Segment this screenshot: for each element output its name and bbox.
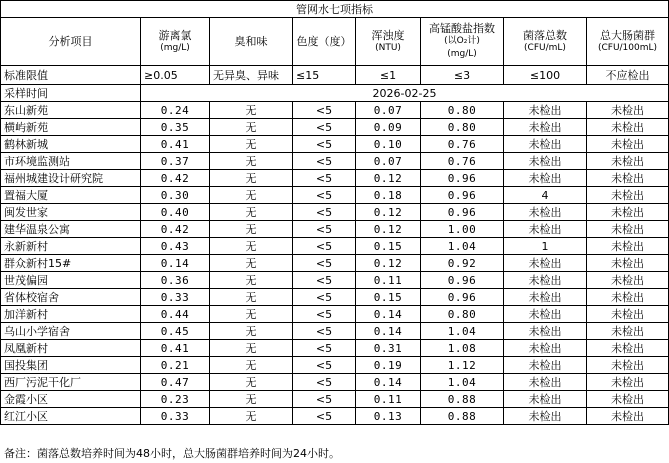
odor-cell: 无 [210, 357, 293, 374]
odor-cell: 无 [210, 136, 293, 153]
turbidity-cell: 0.07 [356, 153, 421, 170]
site-cell: 群众新村15# [1, 255, 141, 272]
turbidity-cell: 0.14 [356, 323, 421, 340]
cod-cell: 0.96 [421, 187, 504, 204]
sampling-row [1, 85, 669, 102]
chlorine-cell: 0.36 [141, 272, 210, 289]
table-row [1, 187, 669, 204]
coliform-cell: 未检出 [587, 238, 669, 255]
coliform-cell: 未检出 [587, 136, 669, 153]
sampling-label: 采样时间 [1, 85, 141, 102]
bacteria-cell: 未检出 [504, 357, 587, 374]
bacteria-cell: 未检出 [504, 136, 587, 153]
header-coliform-unit: (CFU/100mL) [597, 42, 658, 53]
header-color: 色度（度） [293, 18, 356, 66]
color-cell: <5 [293, 102, 356, 119]
chlorine-cell: 0.42 [141, 170, 210, 187]
site-cell: 闽发世家 [1, 204, 141, 221]
cod-cell: 1.04 [421, 238, 504, 255]
limits-label: 标准限值 [1, 66, 141, 85]
cod-cell: 0.80 [421, 119, 504, 136]
odor-cell: 无 [210, 340, 293, 357]
site-cell: 乌山小学宿舍 [1, 323, 141, 340]
table-row [1, 102, 669, 119]
bacteria-cell: 未检出 [504, 340, 587, 357]
turbidity-cell: 0.09 [356, 119, 421, 136]
color-cell: <5 [293, 391, 356, 408]
bacteria-cell: 未检出 [504, 272, 587, 289]
color-cell: <5 [293, 255, 356, 272]
bacteria-cell: 未检出 [504, 204, 587, 221]
sampling-date: 2026-02-25 [141, 85, 669, 102]
color-cell: <5 [293, 272, 356, 289]
odor-cell: 无 [210, 153, 293, 170]
color-cell: <5 [293, 153, 356, 170]
color-cell: <5 [293, 119, 356, 136]
bacteria-cell: 未检出 [504, 170, 587, 187]
cod-cell: 1.08 [421, 340, 504, 357]
chlorine-cell: 0.24 [141, 102, 210, 119]
site-cell: 永新新村 [1, 238, 141, 255]
table-row [1, 221, 669, 238]
table-row [1, 391, 669, 408]
table-row [1, 170, 669, 187]
odor-cell: 无 [210, 170, 293, 187]
odor-cell: 无 [210, 187, 293, 204]
turbidity-cell: 0.12 [356, 204, 421, 221]
color-cell: <5 [293, 289, 356, 306]
cod-cell: 0.80 [421, 102, 504, 119]
cod-cell: 1.04 [421, 374, 504, 391]
header-chlorine-name: 游离氯 [158, 28, 192, 42]
odor-cell: 无 [210, 119, 293, 136]
chlorine-cell: 0.37 [141, 153, 210, 170]
site-cell: 东山新苑 [1, 102, 141, 119]
chlorine-cell: 0.35 [141, 119, 210, 136]
turbidity-cell: 0.19 [356, 357, 421, 374]
header-cod-name: 高锰酸盐指数 [429, 22, 495, 35]
odor-cell: 无 [210, 374, 293, 391]
site-cell: 市环境监测站 [1, 153, 141, 170]
header-bacteria-name: 菌落总数 [523, 28, 567, 42]
limit-cod: ≤3 [421, 66, 504, 85]
table-row [1, 357, 669, 374]
table-row [1, 340, 669, 357]
bacteria-cell: 未检出 [504, 153, 587, 170]
table-row [1, 255, 669, 272]
limit-chlorine: ≥0.05 [141, 66, 210, 85]
header-coliform-name: 总大肠菌群 [600, 28, 655, 42]
odor-cell: 无 [210, 221, 293, 238]
coliform-cell: 未检出 [587, 357, 669, 374]
odor-cell: 无 [210, 238, 293, 255]
cod-cell: 1.12 [421, 357, 504, 374]
turbidity-cell: 0.14 [356, 374, 421, 391]
site-cell: 国投集团 [1, 357, 141, 374]
odor-cell: 无 [210, 289, 293, 306]
site-cell: 红江小区 [1, 408, 141, 425]
turbidity-cell: 0.10 [356, 136, 421, 153]
bacteria-cell: 未检出 [504, 102, 587, 119]
header-bacteria-unit: (CFU/mL) [524, 42, 566, 53]
cod-cell: 0.76 [421, 153, 504, 170]
limit-turbidity: ≤1 [356, 66, 421, 85]
bacteria-cell: 未检出 [504, 323, 587, 340]
header-odor: 臭和味 [210, 18, 293, 66]
site-cell: 建华温泉公寓 [1, 221, 141, 238]
site-cell: 鹤林新城 [1, 136, 141, 153]
bacteria-cell: 未检出 [504, 374, 587, 391]
limit-color: ≤15 [293, 66, 356, 85]
color-cell: <5 [293, 187, 356, 204]
color-cell: <5 [293, 136, 356, 153]
color-cell: <5 [293, 170, 356, 187]
color-cell: <5 [293, 408, 356, 425]
coliform-cell: 未检出 [587, 340, 669, 357]
color-cell: <5 [293, 238, 356, 255]
turbidity-cell: 0.12 [356, 255, 421, 272]
header-cod [421, 18, 504, 66]
table-row [1, 119, 669, 136]
chlorine-cell: 0.41 [141, 136, 210, 153]
odor-cell: 无 [210, 255, 293, 272]
limit-coliform: 不应检出 [587, 66, 669, 85]
site-cell: 西厂污泥干化厂 [1, 374, 141, 391]
chlorine-cell: 0.33 [141, 408, 210, 425]
table-row [1, 374, 669, 391]
chlorine-cell: 0.40 [141, 204, 210, 221]
coliform-cell: 未检出 [587, 204, 669, 221]
color-cell: <5 [293, 323, 356, 340]
title-row [1, 1, 669, 18]
table-row [1, 272, 669, 289]
chlorine-cell: 0.30 [141, 187, 210, 204]
limits-row [1, 66, 669, 85]
coliform-cell: 未检出 [587, 306, 669, 323]
chlorine-cell: 0.21 [141, 357, 210, 374]
bacteria-cell: 未检出 [504, 306, 587, 323]
turbidity-cell: 0.13 [356, 408, 421, 425]
header-item: 分析项目 [1, 18, 141, 66]
header-bacteria [504, 18, 587, 66]
header-turbidity-unit: (NTU) [375, 42, 401, 53]
limit-odor: 无异臭、异味 [210, 66, 293, 85]
table-row [1, 306, 669, 323]
turbidity-cell: 0.12 [356, 221, 421, 238]
coliform-cell: 未检出 [587, 323, 669, 340]
cod-cell: 0.88 [421, 408, 504, 425]
header-row [1, 18, 669, 66]
odor-cell: 无 [210, 306, 293, 323]
chlorine-cell: 0.45 [141, 323, 210, 340]
cod-cell: 0.96 [421, 272, 504, 289]
turbidity-cell: 0.18 [356, 187, 421, 204]
turbidity-cell: 0.14 [356, 306, 421, 323]
coliform-cell: 未检出 [587, 170, 669, 187]
chlorine-cell: 0.42 [141, 221, 210, 238]
odor-cell: 无 [210, 323, 293, 340]
color-cell: <5 [293, 357, 356, 374]
coliform-cell: 未检出 [587, 255, 669, 272]
header-turbidity-name: 浑浊度 [371, 28, 405, 42]
chlorine-cell: 0.23 [141, 391, 210, 408]
color-cell: <5 [293, 204, 356, 221]
site-cell: 横屿新苑 [1, 119, 141, 136]
turbidity-cell: 0.15 [356, 238, 421, 255]
turbidity-cell: 0.31 [356, 340, 421, 357]
site-cell: 世茂偏园 [1, 272, 141, 289]
turbidity-cell: 0.11 [356, 272, 421, 289]
color-cell: <5 [293, 340, 356, 357]
color-cell: <5 [293, 221, 356, 238]
cod-cell: 1.04 [421, 323, 504, 340]
header-cod-unit: (mg/L) [447, 49, 477, 59]
coliform-cell: 未检出 [587, 119, 669, 136]
limit-bacteria: ≤100 [504, 66, 587, 85]
turbidity-cell: 0.12 [356, 170, 421, 187]
site-cell: 金霞小区 [1, 391, 141, 408]
color-cell: <5 [293, 306, 356, 323]
header-coliform [587, 18, 669, 66]
bacteria-cell: 未检出 [504, 221, 587, 238]
site-cell: 置福大厦 [1, 187, 141, 204]
table-row [1, 408, 669, 425]
site-cell: 加洋新村 [1, 306, 141, 323]
chlorine-cell: 0.44 [141, 306, 210, 323]
cod-cell: 0.80 [421, 306, 504, 323]
header-chlorine-unit: (mg/L) [160, 42, 190, 53]
chlorine-cell: 0.47 [141, 374, 210, 391]
header-chlorine [141, 18, 210, 66]
chlorine-cell: 0.41 [141, 340, 210, 357]
coliform-cell: 未检出 [587, 408, 669, 425]
odor-cell: 无 [210, 272, 293, 289]
chlorine-cell: 0.14 [141, 255, 210, 272]
table-title: 管网水七项指标 [1, 1, 669, 18]
cod-cell: 0.96 [421, 289, 504, 306]
coliform-cell: 未检出 [587, 391, 669, 408]
table-row [1, 204, 669, 221]
bacteria-cell: 4 [504, 187, 587, 204]
cod-cell: 0.92 [421, 255, 504, 272]
cod-cell: 0.96 [421, 204, 504, 221]
site-cell: 凤凰新村 [1, 340, 141, 357]
odor-cell: 无 [210, 204, 293, 221]
coliform-cell: 未检出 [587, 272, 669, 289]
chlorine-cell: 0.43 [141, 238, 210, 255]
turbidity-cell: 0.07 [356, 102, 421, 119]
note-row [4, 445, 340, 462]
odor-cell: 无 [210, 102, 293, 119]
chlorine-cell: 0.33 [141, 289, 210, 306]
cod-cell: 0.76 [421, 136, 504, 153]
bacteria-cell: 未检出 [504, 408, 587, 425]
site-cell: 福州城建设计研究院 [1, 170, 141, 187]
note-text: 备注：菌落总数培养时间为48小时，总大肠菌群培养时间为24小时。 [4, 447, 340, 460]
site-cell: 省体校宿舍 [1, 289, 141, 306]
cod-cell: 1.00 [421, 221, 504, 238]
coliform-cell: 未检出 [587, 289, 669, 306]
table-row [1, 323, 669, 340]
header-turbidity [356, 18, 421, 66]
turbidity-cell: 0.15 [356, 289, 421, 306]
odor-cell: 无 [210, 408, 293, 425]
bacteria-cell: 未检出 [504, 391, 587, 408]
coliform-cell: 未检出 [587, 153, 669, 170]
turbidity-cell: 0.11 [356, 391, 421, 408]
odor-cell: 无 [210, 391, 293, 408]
header-cod-sub: (以O₂计) [444, 36, 480, 46]
cod-cell: 0.88 [421, 391, 504, 408]
table-row [1, 153, 669, 170]
coliform-cell: 未检出 [587, 374, 669, 391]
bacteria-cell: 1 [504, 238, 587, 255]
coliform-cell: 未检出 [587, 102, 669, 119]
bacteria-cell: 未检出 [504, 119, 587, 136]
bacteria-cell: 未检出 [504, 255, 587, 272]
coliform-cell: 未检出 [587, 187, 669, 204]
table-row [1, 238, 669, 255]
table-row [1, 136, 669, 153]
cod-cell: 0.96 [421, 170, 504, 187]
color-cell: <5 [293, 374, 356, 391]
table-row [1, 289, 669, 306]
coliform-cell: 未检出 [587, 221, 669, 238]
bacteria-cell: 未检出 [504, 289, 587, 306]
